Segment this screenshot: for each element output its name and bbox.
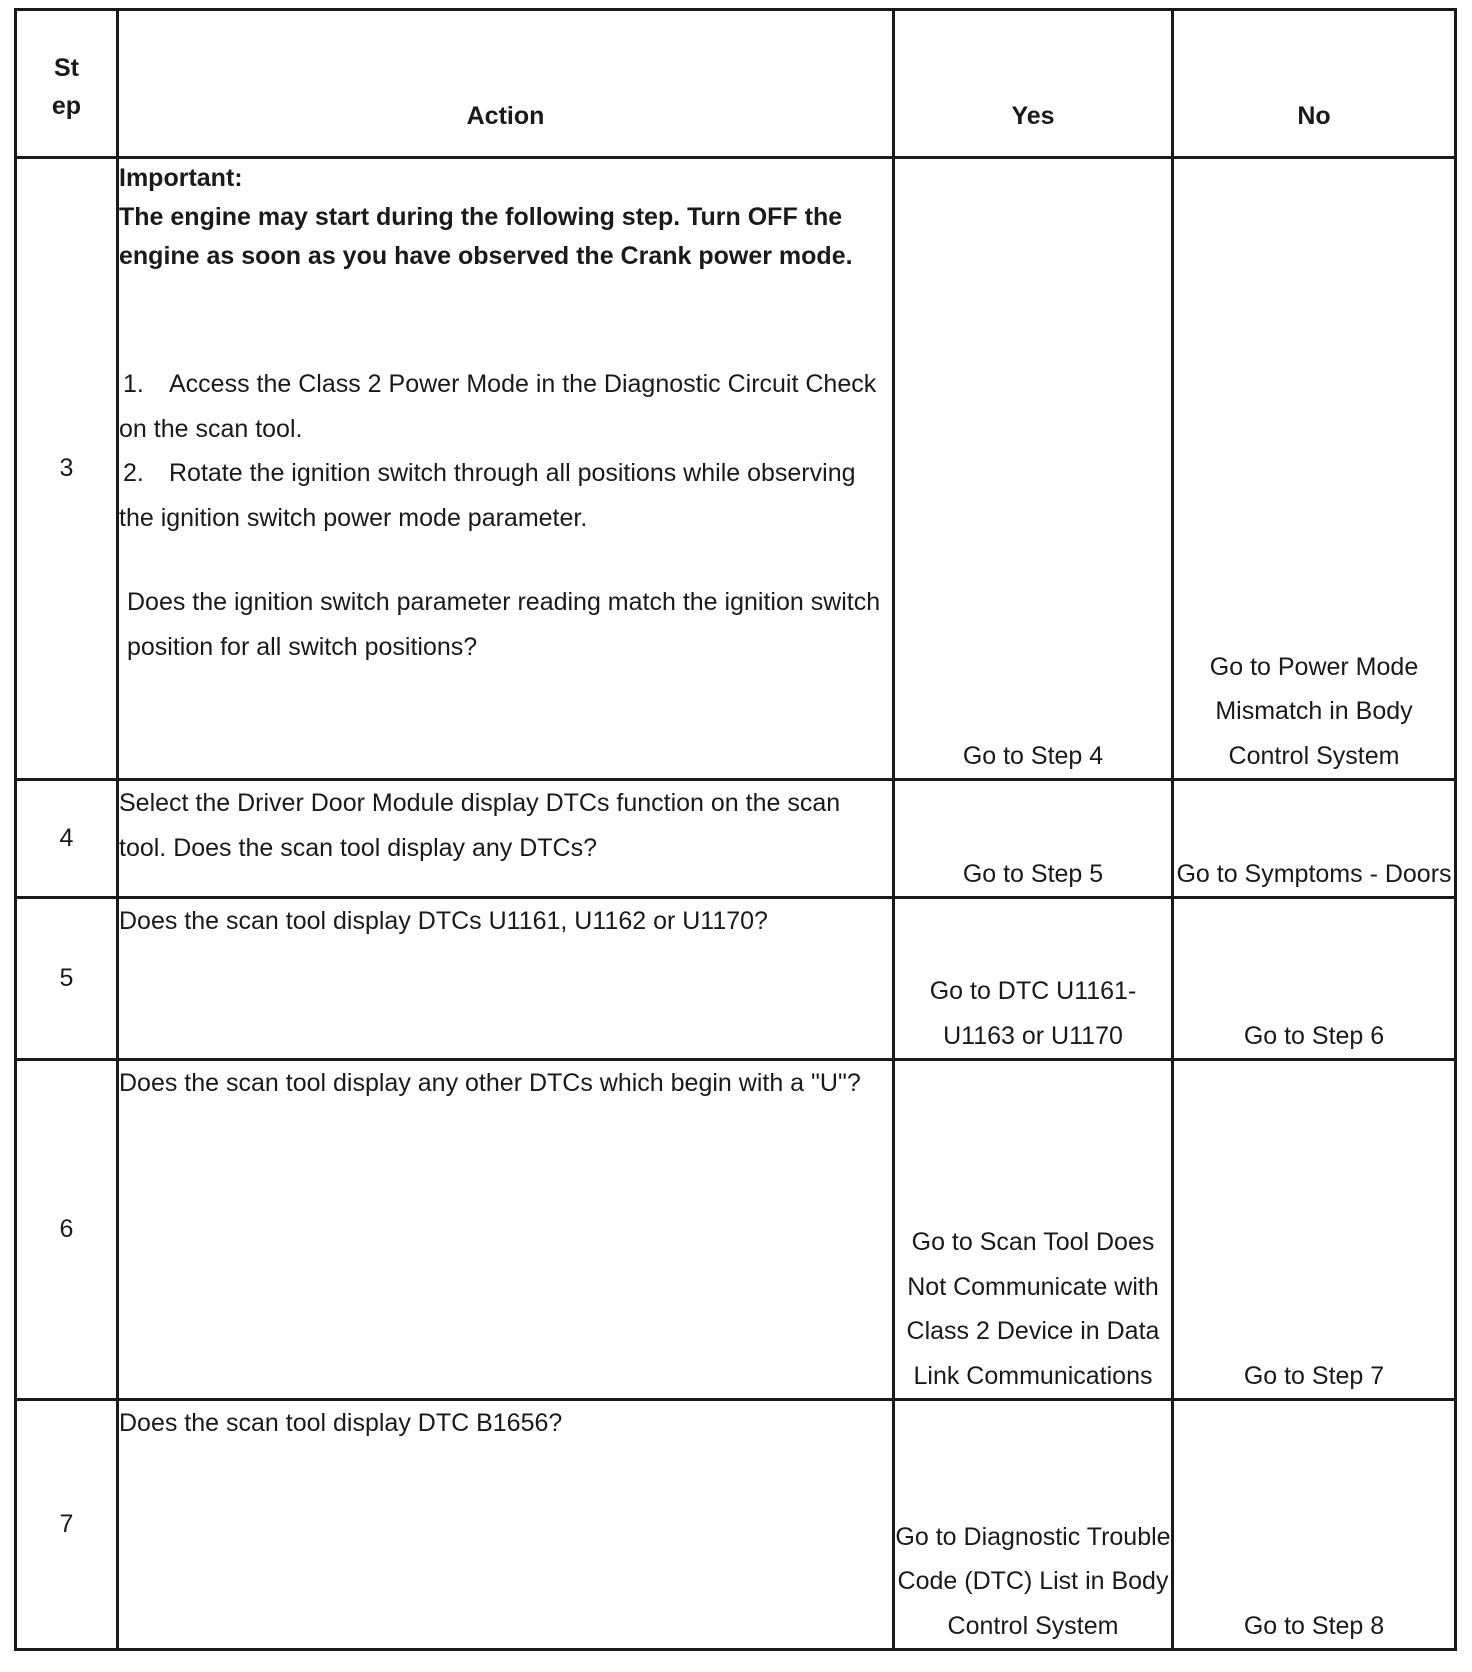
table-row [16, 898, 1456, 1060]
yes-link[interactable]: Go to Diagnostic Trouble Code (DTC) List in Body Control System [894, 1400, 1173, 1650]
table-row [16, 1400, 1456, 1650]
action-cell [118, 158, 894, 780]
table-row [16, 158, 1456, 780]
important-label: Important: [119, 164, 243, 192]
table-header-row [16, 10, 1456, 158]
diagnostic-table [14, 8, 1457, 1651]
header-no: No [1173, 10, 1456, 158]
step-number: 4 [16, 780, 118, 898]
no-link[interactable]: Go to Step 8 [1173, 1400, 1456, 1650]
header-step: Step [16, 10, 118, 158]
step-number: 6 [16, 1060, 118, 1400]
action-cell: Select the Driver Door Module display DTCs function on the scan tool. Does the scan tool display any DTCs? [118, 780, 894, 898]
action-cell: Does the scan tool display DTC B1656? [118, 1400, 894, 1650]
header-action: Action [118, 10, 894, 158]
step-number: 7 [16, 1400, 118, 1650]
header-yes: Yes [894, 10, 1173, 158]
action-cell: Does the scan tool display any other DTCs which begin with a "U"? [118, 1060, 894, 1400]
list-item: 1. Access the Class 2 Power Mode in the Diagnostic Circuit Check on the scan tool. [119, 370, 877, 443]
yes-link[interactable]: Go to DTC U1161-U1163 or U1170 [894, 898, 1173, 1060]
step-number: 5 [16, 898, 118, 1060]
question-text: Does the ignition switch parameter reading match the ignition switch position for all switch positions? [127, 588, 881, 661]
yes-link[interactable]: Go to Scan Tool Does Not Communicate with Class 2 Device in Data Link Communications [894, 1060, 1173, 1400]
action-cell: Does the scan tool display DTCs U1161, U1162 or U1170? [118, 898, 894, 1060]
table-row [16, 1060, 1456, 1400]
important-text: The engine may start during the following step. Turn OFF the engine as soon as you have observed the Crank power mode. [119, 203, 853, 270]
list-item: 2. Rotate the ignition switch through all positions while observing the ignition switch power mode parameter. [119, 459, 856, 532]
step-number: 3 [16, 158, 118, 780]
yes-link[interactable]: Go to Step 4 [894, 158, 1173, 780]
no-link[interactable]: Go to Power Mode Mismatch in Body Control System [1173, 158, 1456, 780]
no-link[interactable]: Go to Step 6 [1173, 898, 1456, 1060]
no-link[interactable]: Go to Symptoms - Doors [1173, 780, 1456, 898]
no-link[interactable]: Go to Step 7 [1173, 1060, 1456, 1400]
yes-link[interactable]: Go to Step 5 [894, 780, 1173, 898]
table-row [16, 780, 1456, 898]
